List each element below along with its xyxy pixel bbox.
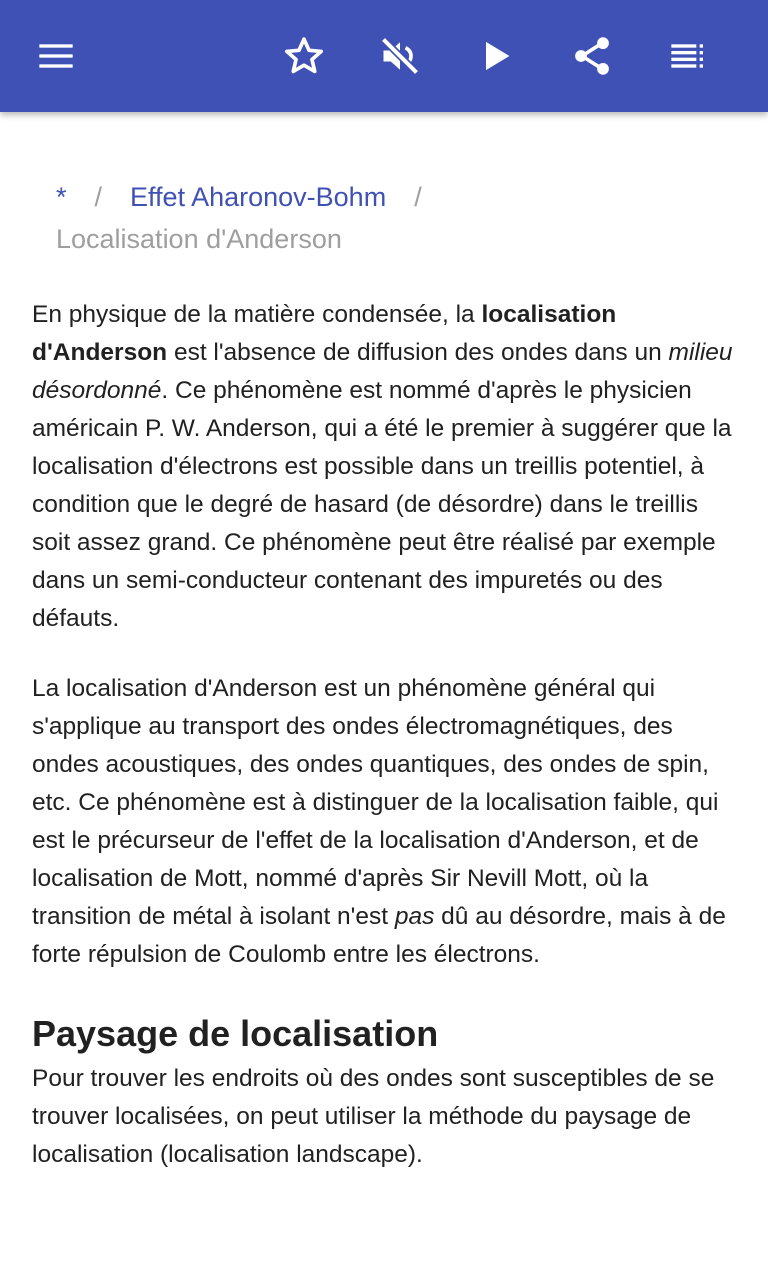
paragraph-1 [32, 296, 738, 638]
star-outline-icon [282, 34, 326, 78]
article-content [0, 112, 768, 1280]
mute-button[interactable] [368, 24, 432, 88]
paragraph-3: Pour trouver les endroits où des ondes sont susceptibles de se trouver localisées, on peut utiliser la méthode du paysage de localisation (localisation landscape). [32, 1065, 715, 1168]
hamburger-menu-icon [36, 36, 76, 76]
paragraph-2 [32, 670, 738, 974]
italic-term: milieu désordonné [32, 339, 733, 404]
bold-term: localisation d'Anderson [32, 301, 617, 366]
breadcrumb-current: Localisation d'Anderson [56, 224, 342, 254]
breadcrumb-home-link[interactable]: * [56, 182, 67, 212]
share-button[interactable] [560, 24, 624, 88]
breadcrumb-separator: / [94, 182, 103, 212]
paragraph-text: En physique de la matière condensée, la [32, 301, 482, 328]
menu-button[interactable] [24, 24, 88, 88]
breadcrumb-separator: / [414, 182, 422, 212]
breadcrumb-parent-link[interactable]: Effet Aharonov-Bohm [130, 182, 387, 212]
play-icon [476, 36, 516, 76]
table-of-contents-button[interactable] [656, 24, 720, 88]
list-icon [668, 36, 708, 76]
share-icon [570, 34, 614, 78]
favorite-button[interactable] [272, 24, 336, 88]
section-heading: Paysage de localisation [32, 1013, 439, 1054]
paragraph-text: dû au désordre, mais à de forte répulsion de Coulomb entre les électrons. [32, 903, 726, 968]
play-button[interactable] [464, 24, 528, 88]
paragraph-text: . Ce phénomène est nommé d'après le physicien américain P. W. Anderson, qui a été le premier à suggérer que la localisation d'électrons est possible dans un treillis potentiel, à condition que le degré de hasard (de désordre) dans le treillis soit assez grand. Ce phénomène peut être réalisé par exemple dans un semi-conducteur contenant des impuretés ou des défauts. [32, 377, 732, 632]
app-bar [0, 0, 768, 112]
volume-off-icon [378, 34, 422, 78]
article-body [32, 296, 738, 1206]
paragraph-text: est l'absence de diffusion des ondes dans un [167, 339, 669, 366]
italic-term: pas [394, 903, 435, 930]
paragraph-text: La localisation d'Anderson est un phénomène général qui s'applique au transport des ondes électromagnétiques, des ondes acoustiques, des ondes quantiques, des ondes de spin, etc. Ce phénomène est à distinguer de la localisation faible, qui est le précurseur de l'effet de la localisation d'Anderson, et de localisation de Mott, nommé d'après Sir Nevill Mott, où la transition de métal à isolant n'est [32, 675, 719, 930]
breadcrumb [56, 176, 736, 260]
